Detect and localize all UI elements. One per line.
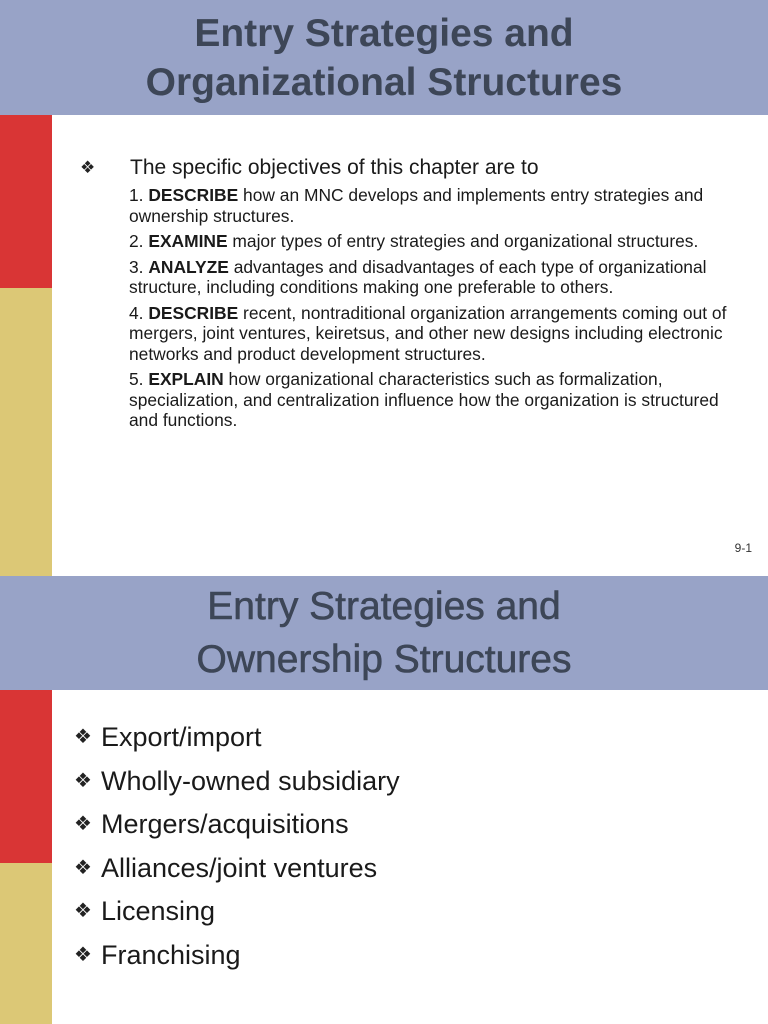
list-item: ❖ Wholly-owned subsidiary: [74, 760, 400, 804]
lead-text: The specific objectives of this chapter are to: [130, 156, 539, 179]
slide-title: [146, 9, 623, 107]
diamond-bullet-icon: ❖: [74, 769, 92, 792]
objectives-list: [129, 185, 739, 436]
side-bar-red: [0, 115, 52, 288]
slide-title-line-2: Organizational Structures: [145, 60, 623, 104]
objective-keyword: EXPLAIN: [148, 369, 224, 389]
diamond-bullet-icon: ❖: [74, 813, 92, 835]
slide-title-line-1: Entry Strategies and: [194, 11, 574, 55]
entry-strategies-list: [74, 716, 400, 977]
diamond-bullet-icon: ❖: [74, 900, 92, 922]
slide-2: [0, 576, 768, 1024]
objective-keyword: EXAMINE: [148, 231, 228, 251]
diamond-bullet-icon: ❖: [74, 943, 92, 966]
diamond-bullet-icon: ❖: [74, 856, 92, 879]
slide-title: [197, 580, 572, 686]
side-bar-gold: [0, 288, 52, 576]
title-band: [0, 576, 768, 690]
list-item: ❖ Mergers/acquisitions: [74, 803, 400, 847]
side-bar-gold: [0, 863, 52, 1024]
list-item: ❖ Licensing: [74, 890, 400, 934]
diamond-bullet-icon: ❖: [80, 158, 96, 177]
side-bar-red: [0, 690, 52, 863]
objective-keyword: ANALYZE: [148, 256, 229, 277]
objective-keyword: DESCRIBE: [148, 185, 239, 205]
list-item: ❖ Export/import: [74, 716, 400, 760]
page-number: 9-1: [734, 541, 752, 555]
list-item: ❖ Alliances/joint ventures: [74, 847, 400, 891]
slide-title-line-2: Ownership Structures: [196, 638, 572, 681]
slide-title-line-1: Entry Strategies and: [207, 585, 561, 628]
objective-item: 2. EXAMINE major types of entry strategies and organizational structures.: [129, 231, 699, 251]
objective-keyword: DESCRIBE: [148, 302, 239, 323]
list-item: ❖ Franchising: [74, 934, 400, 978]
objective-item: 3. ANALYZE advantages and disadvantages of each type of organizational structure, including conditions making one preferable to others.: [129, 256, 707, 297]
objective-item: 5. EXPLAIN how organizational characteristics such as formalization, specialization, and centralization influence how the organization is structured and functions.: [129, 369, 719, 430]
diamond-bullet-icon: ❖: [74, 726, 92, 748]
title-band: [0, 0, 768, 115]
objective-item: 1. DESCRIBE how an MNC develops and implements entry strategies and ownership structures.: [129, 185, 704, 226]
objective-item: 4. DESCRIBE recent, nontraditional organization arrangements coming out of mergers, joint ventures, keiretsus, and other new designs including electronic networks and product development structures.: [129, 302, 727, 364]
